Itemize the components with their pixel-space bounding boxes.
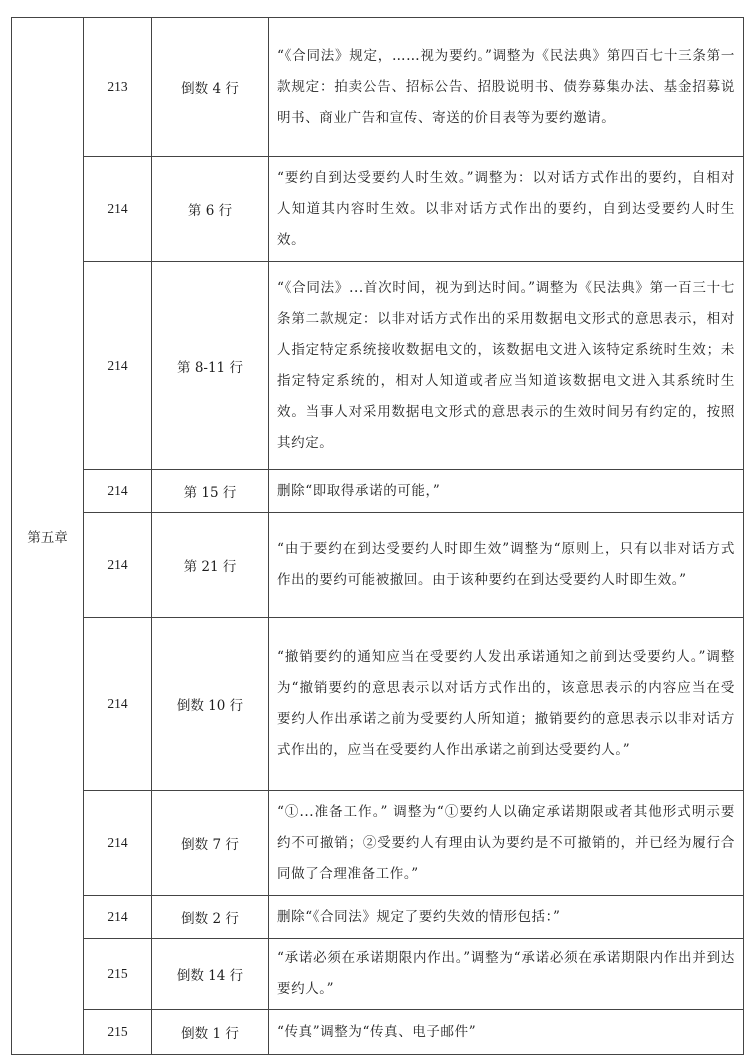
table-row <box>12 262 744 470</box>
line-cell: 倒数 4 行 <box>152 18 269 157</box>
correction-cell: “《合同法》规定，……视为要约。”调整为《民法典》第四百七十三条第一款规定：拍卖公告、招标公告、招股说明书、债券募集办法、基金招募说明书、商业广告和宣传、寄送的价目表等为要约邀请。 <box>269 18 744 157</box>
correction-cell: “传真”调整为“传真、电子邮件” <box>269 1010 744 1055</box>
line-cell: 倒数 2 行 <box>152 896 269 939</box>
line-cell: 倒数 1 行 <box>152 1010 269 1055</box>
correction-cell: “承诺必须在承诺期限内作出。”调整为“承诺必须在承诺期限内作出并到达要约人。” <box>269 939 744 1010</box>
line-cell: 第 21 行 <box>152 513 269 618</box>
page-cell: 214 <box>84 470 152 513</box>
page-cell: 214 <box>84 896 152 939</box>
table-row <box>12 618 744 791</box>
correction-cell: 删除“即取得承诺的可能，” <box>269 470 744 513</box>
chapter-cell: 第五章 <box>12 18 84 1055</box>
page-cell: 214 <box>84 513 152 618</box>
correction-cell: “①...准备工作。” 调整为“①要约人以确定承诺期限或者其他形式明示要约不可撤销；②受要约人有理由认为要约是不可撤销的，并已经为履行合同做了合理准备工作。” <box>269 791 744 896</box>
table-row <box>12 18 744 157</box>
correction-cell: “由于要约在到达受要约人时即生效”调整为“原则上，只有以非对话方式作出的要约可能被撤回。由于该种要约在到达受要约人时即生效。” <box>269 513 744 618</box>
line-cell: 第 8-11 行 <box>152 262 269 470</box>
line-cell: 倒数 10 行 <box>152 618 269 791</box>
table-row <box>12 513 744 618</box>
line-cell: 第 15 行 <box>152 470 269 513</box>
table-row <box>12 939 744 1010</box>
table-row <box>12 1010 744 1055</box>
correction-cell: “《合同法》...首次时间，视为到达时间。”调整为《民法典》第一百三十七条第二款规定：以非对话方式作出的采用数据电文形式的意思表示，相对人指定特定系统接收数据电文的，该数据电文进入该特定系统时生效；未指定特定系统的，相对人知道或者应当知道该数据电文进入其系统时生效。当事人对采用数据电文形式的意思表示的生效时间另有约定的，按照其约定。 <box>269 262 744 470</box>
page-cell: 214 <box>84 791 152 896</box>
correction-cell: “撤销要约的通知应当在受要约人发出承诺通知之前到达受要约人。”调整为“撤销要约的意思表示以对话方式作出的，该意思表示的内容应当在受要约人作出承诺之前为受要约人所知道；撤销要约的意思表示以非对话方式作出的，应当在受要约人作出承诺之前到达受要约人。” <box>269 618 744 791</box>
page-cell: 213 <box>84 18 152 157</box>
page-cell: 215 <box>84 1010 152 1055</box>
page-cell: 214 <box>84 157 152 262</box>
errata-table <box>11 17 744 1055</box>
table-row <box>12 157 744 262</box>
page-cell: 214 <box>84 618 152 791</box>
line-cell: 倒数 7 行 <box>152 791 269 896</box>
page-cell: 215 <box>84 939 152 1010</box>
table-row <box>12 470 744 513</box>
correction-cell: “要约自到达受要约人时生效。”调整为：以对话方式作出的要约，自相对人知道其内容时生效。以非对话方式作出的要约，自到达受要约人时生效。 <box>269 157 744 262</box>
line-cell: 第 6 行 <box>152 157 269 262</box>
line-cell: 倒数 14 行 <box>152 939 269 1010</box>
correction-cell: 删除“《合同法》规定了要约失效的情形包括：” <box>269 896 744 939</box>
table-row <box>12 896 744 939</box>
page-cell: 214 <box>84 262 152 470</box>
table-row <box>12 791 744 896</box>
